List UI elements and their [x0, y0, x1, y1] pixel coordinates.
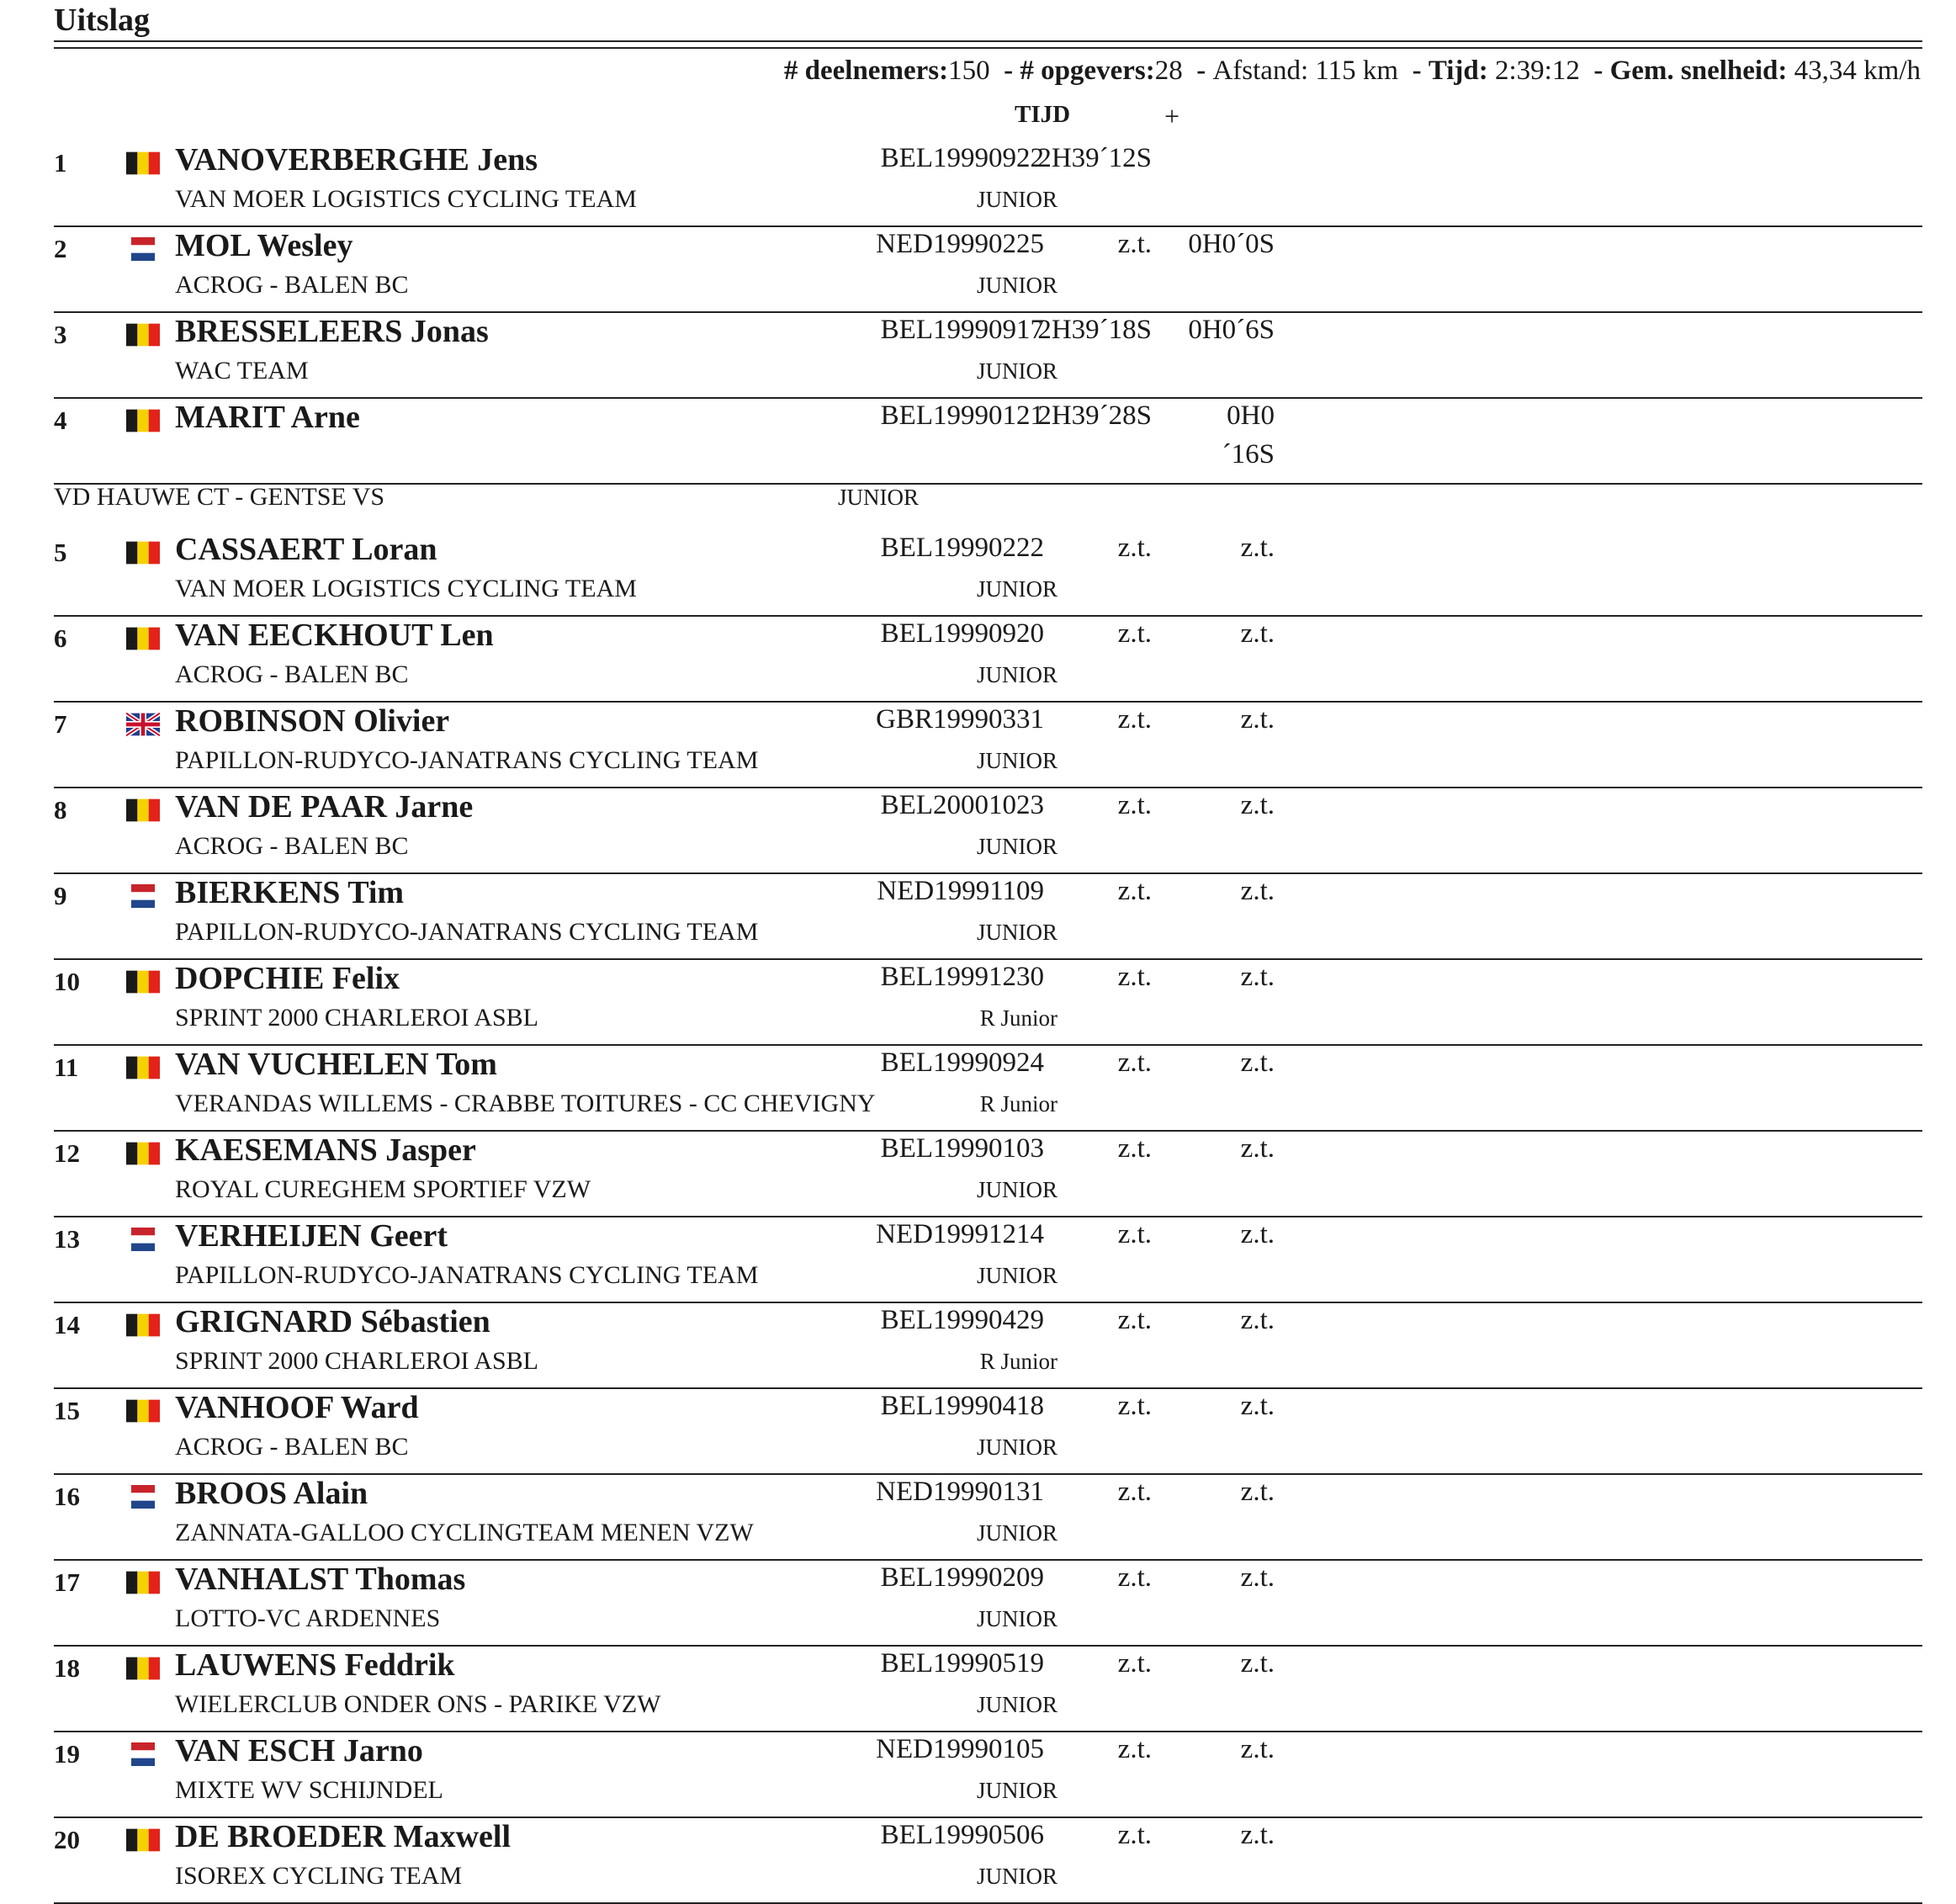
- belgium-flag-icon: [126, 798, 160, 822]
- finish-time: z.t.: [1117, 1562, 1152, 1593]
- finish-time: z.t.: [1117, 533, 1152, 563]
- time-gap: z.t.: [1240, 962, 1275, 992]
- belgium-flag-icon: [126, 1313, 160, 1337]
- rank: 7: [54, 709, 67, 739]
- belgium-flag-icon: [126, 409, 160, 432]
- result-row: [54, 1217, 1922, 1303]
- result-row: [54, 617, 1922, 703]
- netherlands-flag-icon: [126, 884, 160, 908]
- belgium-flag-icon: [126, 1056, 160, 1079]
- rider-name: GRIGNARD Sébastien: [175, 1304, 490, 1339]
- result-row: [54, 531, 1922, 617]
- time-gap: z.t.: [1240, 1305, 1275, 1335]
- rank: 5: [54, 538, 67, 567]
- finish-time: 2H39´28S: [1037, 400, 1152, 431]
- uci-id: NED19991109: [877, 876, 1044, 906]
- uci-id: BEL19990222: [880, 533, 1044, 563]
- dropouts-label: # opgevers:: [1020, 56, 1155, 86]
- finish-time: z.t.: [1117, 1047, 1152, 1078]
- rank: 12: [54, 1138, 80, 1168]
- team-name: WAC TEAM: [175, 357, 309, 385]
- rank: 16: [54, 1482, 80, 1511]
- result-row: [54, 788, 1922, 874]
- orphan-team-name: VD HAUWE CT - GENTSE VS: [54, 483, 385, 511]
- result-row: [54, 1389, 1922, 1475]
- distance-text: Afstand: 115 km: [1212, 56, 1399, 86]
- finish-time: z.t.: [1117, 1219, 1152, 1249]
- category: JUNIOR: [976, 358, 1058, 384]
- result-row: [54, 1303, 1922, 1389]
- time-gap: z.t.: [1240, 1734, 1275, 1764]
- time-value: 2:39:12: [1494, 56, 1580, 86]
- category: JUNIOR: [976, 920, 1058, 945]
- netherlands-flag-icon: [126, 1485, 160, 1509]
- time-gap: z.t.: [1240, 1391, 1275, 1421]
- rider-name: ROBINSON Olivier: [175, 703, 450, 739]
- category: JUNIOR: [976, 1435, 1058, 1460]
- time-gap: z.t.: [1240, 1820, 1275, 1850]
- belgium-flag-icon: [126, 1399, 160, 1423]
- netherlands-flag-icon: [126, 1742, 160, 1766]
- team-name: VAN MOER LOGISTICS CYCLING TEAM: [175, 575, 637, 602]
- result-row: [54, 141, 1922, 227]
- category: JUNIOR: [976, 1692, 1058, 1717]
- finish-time: z.t.: [1117, 704, 1152, 735]
- team-name: WIELERCLUB ONDER ONS - PARIKE VZW: [175, 1690, 661, 1718]
- uci-id: BEL19990429: [880, 1305, 1044, 1335]
- rank: 14: [54, 1310, 80, 1339]
- belgium-flag-icon: [126, 970, 160, 994]
- uci-id: BEL19990103: [880, 1133, 1044, 1164]
- uci-id: NED19990131: [876, 1477, 1044, 1507]
- time-gap: z.t.: [1240, 1219, 1275, 1249]
- team-name: ACROG - BALEN BC: [175, 660, 409, 688]
- rank: 10: [54, 967, 80, 996]
- rank: 1: [54, 148, 67, 178]
- uci-id: BEL19990519: [880, 1648, 1044, 1679]
- netherlands-flag-icon: [126, 237, 160, 261]
- time-gap: z.t.: [1240, 1562, 1275, 1593]
- rider-name: VAN DE PAAR Jarne: [175, 789, 474, 825]
- finish-time: 2H39´12S: [1037, 143, 1152, 173]
- finish-time: z.t.: [1117, 618, 1152, 649]
- rider-name: BROOS Alain: [175, 1476, 368, 1511]
- speed-label: Gem. snelheid:: [1609, 56, 1788, 86]
- rank: 9: [54, 881, 67, 910]
- rider-name: VANHALST Thomas: [175, 1562, 466, 1597]
- rank: 15: [54, 1396, 80, 1425]
- rider-name: VAN VUCHELEN Tom: [175, 1047, 497, 1082]
- uci-id: BEL19990506: [880, 1820, 1044, 1850]
- rider-name: CASSAERT Loran: [175, 532, 437, 567]
- time-gap: 0H0´0S: [1188, 229, 1275, 259]
- result-row: [54, 1647, 1922, 1732]
- result-row: [54, 313, 1922, 399]
- uci-id: BEL19990121: [880, 400, 1044, 431]
- team-name: PAPILLON-RUDYCO-JANATRANS CYCLING TEAM: [175, 1261, 759, 1289]
- netherlands-flag-icon: [126, 1228, 160, 1251]
- time-gap: 0H0: [1227, 400, 1275, 431]
- rider-name: DE BROEDER Maxwell: [175, 1819, 511, 1854]
- team-name: LOTTO-VC ARDENNES: [175, 1604, 441, 1632]
- rider-name: KAESEMANS Jasper: [175, 1132, 476, 1168]
- belgium-flag-icon: [126, 323, 160, 347]
- rider-name: VAN EECKHOUT Len: [175, 618, 494, 653]
- time-gap: z.t.: [1240, 1477, 1275, 1507]
- belgium-flag-icon: [126, 1828, 160, 1852]
- category: JUNIOR: [976, 1864, 1058, 1889]
- time-gap: z.t.: [1240, 1648, 1275, 1679]
- result-row: [54, 703, 1922, 788]
- uci-id: GBR19990331: [876, 704, 1044, 735]
- rank: 17: [54, 1567, 80, 1597]
- time-gap: z.t.: [1240, 1133, 1275, 1164]
- participants-label: # deelnemers:: [783, 56, 949, 86]
- time-gap: z.t.: [1240, 790, 1275, 820]
- uci-id: BEL19991230: [880, 962, 1044, 992]
- category: R Junior: [979, 1091, 1058, 1116]
- time-gap: z.t.: [1240, 876, 1275, 906]
- result-row: [54, 399, 1922, 485]
- uci-id: BEL19990922: [880, 143, 1044, 173]
- category: JUNIOR: [976, 1177, 1058, 1202]
- separator-1: -: [1004, 56, 1014, 86]
- finish-time: z.t.: [1117, 1305, 1152, 1335]
- rider-name: VAN ESCH Jarno: [175, 1733, 423, 1769]
- race-summary: [784, 56, 1921, 87]
- category: R Junior: [979, 1005, 1058, 1031]
- team-name: PAPILLON-RUDYCO-JANATRANS CYCLING TEAM: [175, 746, 759, 774]
- rank: 4: [54, 406, 67, 435]
- separator-4: -: [1593, 56, 1603, 86]
- category: JUNIOR: [976, 273, 1058, 298]
- uci-id: NED19990225: [876, 229, 1044, 259]
- category: JUNIOR: [976, 748, 1058, 773]
- belgium-flag-icon: [126, 1657, 160, 1680]
- belgium-flag-icon: [126, 1571, 160, 1594]
- finish-time: z.t.: [1117, 229, 1152, 259]
- rank: 20: [54, 1825, 80, 1854]
- rank: 11: [54, 1053, 79, 1082]
- participants-value: 150: [948, 56, 990, 86]
- category: JUNIOR: [976, 187, 1058, 212]
- title-divider: [54, 40, 1922, 49]
- rank: 3: [54, 320, 67, 349]
- time-gap-continued: ´16S: [1222, 439, 1275, 469]
- rider-name: MARIT Arne: [175, 400, 360, 435]
- result-row: [54, 1475, 1922, 1561]
- team-name: ROYAL CUREGHEM SPORTIEF VZW: [175, 1175, 591, 1203]
- team-name: PAPILLON-RUDYCO-JANATRANS CYCLING TEAM: [175, 918, 759, 946]
- finish-time: z.t.: [1117, 1820, 1152, 1850]
- result-row: [54, 227, 1922, 313]
- finish-time: z.t.: [1117, 962, 1152, 992]
- result-row: [54, 1561, 1922, 1647]
- category: JUNIOR: [976, 1520, 1058, 1546]
- rider-name: VANOVERBERGHE Jens: [175, 142, 538, 178]
- uci-id: NED19991214: [876, 1219, 1044, 1249]
- team-name: ACROG - BALEN BC: [175, 832, 409, 860]
- rank: 19: [54, 1739, 80, 1769]
- time-gap: z.t.: [1240, 704, 1275, 735]
- category: JUNIOR: [976, 1263, 1058, 1288]
- column-header-time: TIJD: [1015, 101, 1071, 128]
- uci-id: BEL20001023: [880, 790, 1044, 820]
- result-row: [54, 1046, 1922, 1132]
- orphan-category: JUNIOR: [838, 485, 920, 510]
- finish-time: z.t.: [1117, 1133, 1152, 1164]
- belgium-flag-icon: [126, 151, 160, 175]
- team-name: VAN MOER LOGISTICS CYCLING TEAM: [175, 185, 637, 213]
- category: R Junior: [979, 1349, 1058, 1374]
- uci-id: BEL19990920: [880, 618, 1044, 649]
- finish-time: z.t.: [1117, 876, 1152, 906]
- rider-name: LAUWENS Feddrik: [175, 1647, 455, 1683]
- time-gap: z.t.: [1240, 533, 1275, 563]
- team-name: ISOREX CYCLING TEAM: [175, 1862, 463, 1890]
- team-name: MIXTE WV SCHIJNDEL: [175, 1776, 443, 1804]
- team-name: ZANNATA-GALLOO CYCLINGTEAM MENEN VZW: [175, 1519, 754, 1546]
- uci-id: BEL19990418: [880, 1391, 1044, 1421]
- rider-name: MOL Wesley: [175, 228, 353, 263]
- result-row: [54, 960, 1922, 1046]
- rank: 18: [54, 1653, 80, 1683]
- category: JUNIOR: [976, 1606, 1058, 1631]
- result-row: [54, 1132, 1922, 1217]
- team-name: SPRINT 2000 CHARLEROI ASBL: [175, 1347, 539, 1375]
- time-gap: 0H0´6S: [1188, 315, 1275, 345]
- page-title: Uitslag: [54, 3, 150, 38]
- rank: 8: [54, 795, 67, 825]
- column-header-gap: +: [1164, 101, 1180, 131]
- belgium-flag-icon: [126, 1142, 160, 1165]
- rider-name: DOPCHIE Felix: [175, 961, 400, 996]
- rank: 2: [54, 234, 67, 263]
- finish-time: z.t.: [1117, 1648, 1152, 1679]
- uci-id: BEL19990917: [880, 315, 1044, 345]
- result-row: [54, 1732, 1922, 1818]
- finish-time: z.t.: [1117, 1477, 1152, 1507]
- rider-name: VANHOOF Ward: [175, 1390, 419, 1425]
- separator-3: -: [1412, 56, 1422, 86]
- time-gap: z.t.: [1240, 1047, 1275, 1078]
- team-name: SPRINT 2000 CHARLEROI ASBL: [175, 1004, 539, 1032]
- rider-name: BIERKENS Tim: [175, 875, 405, 910]
- category: JUNIOR: [976, 1778, 1058, 1803]
- finish-time: z.t.: [1117, 790, 1152, 820]
- uci-id: NED19990105: [876, 1734, 1044, 1764]
- speed-value: 43,34 km/h: [1794, 56, 1921, 86]
- team-name: VERANDAS WILLEMS - CRABBE TOITURES - CC CHEVIGNY: [175, 1090, 876, 1117]
- united-kingdom-flag-icon: [126, 713, 160, 736]
- team-name: ACROG - BALEN BC: [175, 271, 409, 299]
- result-row: [54, 874, 1922, 960]
- team-name: ACROG - BALEN BC: [175, 1433, 409, 1461]
- uci-id: BEL19990209: [880, 1562, 1044, 1593]
- rider-name: BRESSELEERS Jonas: [175, 314, 489, 349]
- category: JUNIOR: [976, 662, 1058, 687]
- category: JUNIOR: [976, 834, 1058, 859]
- uci-id: BEL19990924: [880, 1047, 1044, 1078]
- orphan-team-line: [54, 483, 1922, 517]
- finish-time: z.t.: [1117, 1734, 1152, 1764]
- rank: 13: [54, 1224, 80, 1254]
- rank: 6: [54, 623, 67, 653]
- rider-name: VERHEIJEN Geert: [175, 1218, 448, 1254]
- result-row: [54, 1818, 1922, 1904]
- separator-2: -: [1196, 56, 1206, 86]
- time-label: Tijd:: [1428, 56, 1488, 86]
- category: JUNIOR: [976, 576, 1058, 602]
- belgium-flag-icon: [126, 627, 160, 650]
- finish-time: z.t.: [1117, 1391, 1152, 1421]
- time-gap: z.t.: [1240, 618, 1275, 649]
- belgium-flag-icon: [126, 541, 160, 565]
- dropouts-value: 28: [1154, 56, 1183, 86]
- finish-time: 2H39´18S: [1037, 315, 1152, 345]
